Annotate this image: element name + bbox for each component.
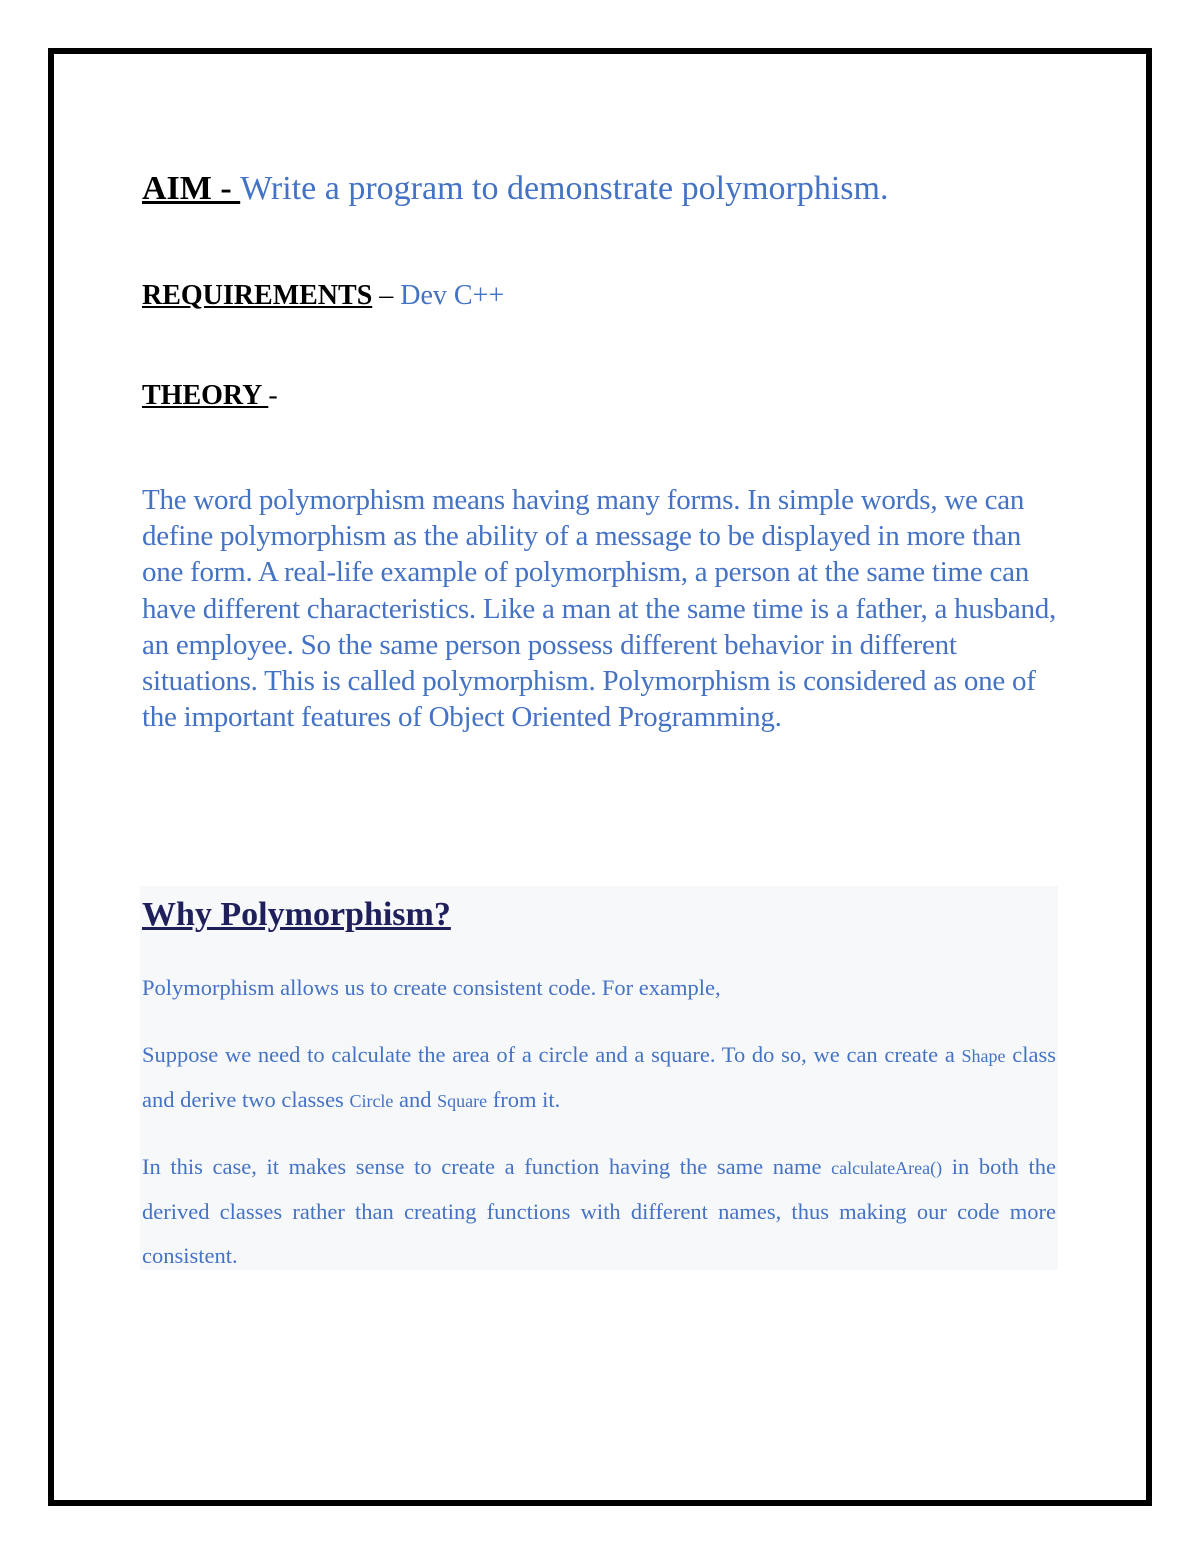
page-border [48,48,1152,1506]
theory-heading [142,380,278,412]
circle-code: Circle [349,1091,394,1111]
aim-line [142,170,888,208]
aim-label: AIM - [142,170,241,207]
p2-text-a: Suppose we need to calculate the area of a circle and a square. To do so, we can create a [142,1042,962,1067]
theory-label: THEORY [142,380,269,411]
theory-paragraph: The word polymorphism means having many forms. In simple words, we can define polymorphism as the ability of a message to be displayed in more than one form. A real-life example of polymorphism, a person at the same time can have different characteristics. Like a man at the same time is a father, a husband, an employee. So the same person possess different behavior in different situations. This is called polymorphism. Polymorphism is considered as one of the important features of Object Oriented Programming. [142,484,1057,734]
square-code: Square [437,1091,488,1111]
p2-text-d: from it. [487,1087,561,1112]
calculate-area-code: calculateArea() [831,1158,943,1178]
shape-code: Shape [961,1046,1006,1066]
why-paragraph-2 [142,1033,1056,1123]
requirements-label: REQUIREMENTS [142,280,373,311]
requirements-text: Dev C++ [400,280,505,311]
why-paragraph-1: Polymorphism allows us to create consistent code. For example, [142,975,721,1000]
requirements-line [142,280,504,312]
theory-dash: - [268,380,278,411]
p3-text-a: In this case, it makes sense to create a function having the same name [142,1154,832,1179]
p2-text-c: and [393,1087,438,1112]
aim-text: Write a program to demonstrate polymorphism. [240,170,889,207]
why-paragraph-3 [142,1145,1056,1278]
p3-text-b: in both the derived classes rather than creating functions with different names, thus making our code more consistent. [142,1154,1056,1268]
requirements-separator: – [372,280,401,311]
why-heading: Why Polymorphism? [142,896,451,933]
p2-text-b: class and derive two classes [142,1042,1056,1112]
